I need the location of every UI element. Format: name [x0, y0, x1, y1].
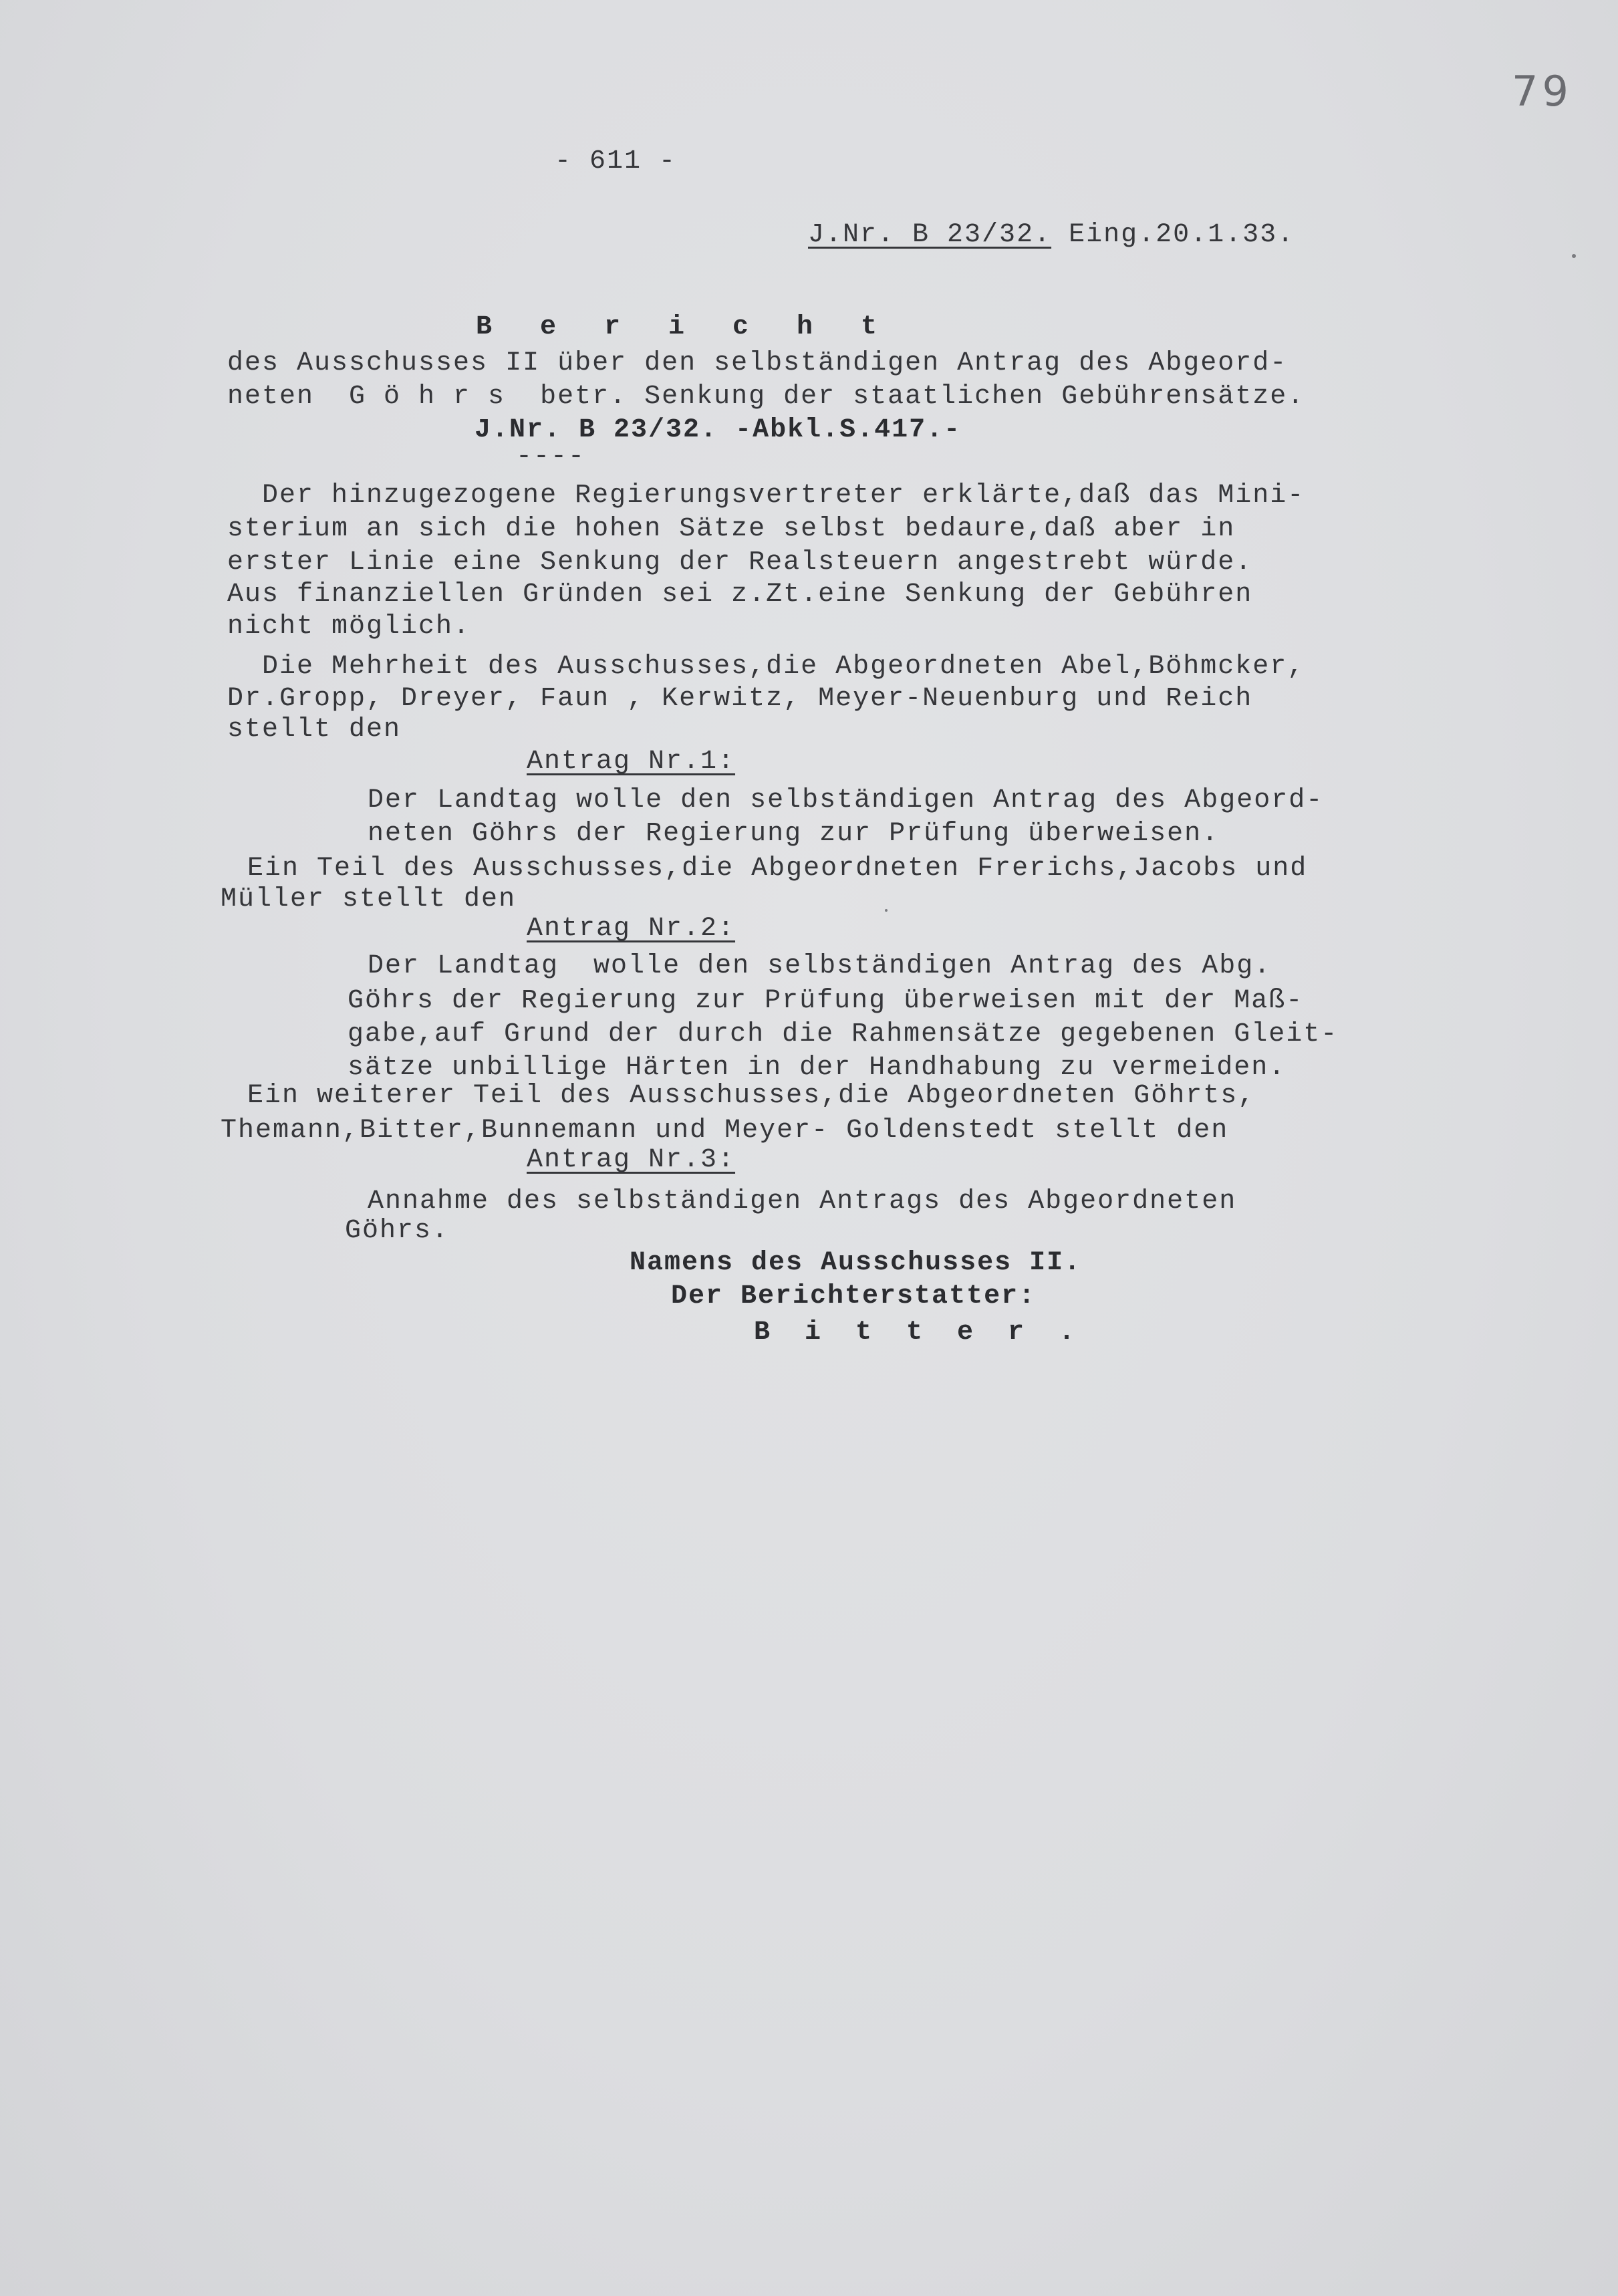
motion-2-line-3: gabe,auf Grund der durch die Rahmensätze gegebenen Gleit- [348, 1019, 1339, 1049]
page-number: - 611 - [555, 146, 677, 176]
motion-2-line-4: sätze unbillige Härten in der Handhabung zu vermeiden. [348, 1053, 1287, 1083]
separator: ---- [516, 442, 586, 472]
paragraph-4-line-1: Ein weiterer Teil des Ausschusses,die Abgeordneten Göhrts, [247, 1081, 1256, 1111]
signature-line-2: Der Berichterstatter: [671, 1281, 1037, 1311]
paragraph-3-line-1: Ein Teil des Ausschusses,die Abgeordneten Frerichs,Jacobs und [247, 854, 1308, 884]
signature-name: B i t t e r . [754, 1317, 1085, 1348]
motion-2-heading: Antrag Nr.2: [527, 914, 736, 944]
folio-number: 79 [1512, 67, 1573, 116]
subject-line-3: J.Nr. B 23/32. -Abkl.S.417.- [475, 415, 962, 445]
reference-line [738, 187, 1295, 283]
motion-3-heading: Antrag Nr.3: [527, 1145, 736, 1175]
paper-speck [1572, 254, 1576, 258]
paragraph-1-line-5: nicht möglich. [227, 612, 471, 642]
signature-line-1: Namens des Ausschusses II. [630, 1248, 1082, 1278]
motion-2-line-2: Göhrs der Regierung zur Prüfung überweisen mit der Maß- [348, 986, 1304, 1016]
paragraph-1-line-4: Aus finanziellen Gründen sei z.Zt.eine Senkung der Gebühren [227, 580, 1253, 610]
motion-1-heading: Antrag Nr.1: [527, 747, 736, 777]
motion-2-line-1: Der Landtag wolle den selbständigen Antrag des Abg. [368, 951, 1272, 981]
paragraph-2-line-1: Die Mehrheit des Ausschusses,die Abgeordneten Abel,Böhmcker, [262, 652, 1305, 682]
report-title: B e r i c h t [476, 312, 894, 342]
paragraph-1-line-3: erster Linie eine Senkung der Realsteuern angestrebt würde. [227, 547, 1253, 578]
paragraph-3-line-2: Müller stellt den [221, 884, 517, 914]
motion-1-line-1: Der Landtag wolle den selbständigen Antrag des Abgeord- [368, 785, 1324, 815]
received-date: Eing.20.1.33. [1069, 220, 1295, 250]
subject-line-2: neten G ö h r s betr. Senkung der staatlichen Gebührensätze. [227, 382, 1305, 412]
subject-line-1: des Ausschusses II über den selbständigen Antrag des Abgeord- [227, 348, 1288, 378]
paper-speck [885, 909, 888, 912]
paragraph-2-line-3: stellt den [227, 715, 402, 745]
motion-1-line-2: neten Göhrs der Regierung zur Prüfung überweisen. [368, 819, 1220, 849]
motion-3-line-1: Annahme des selbständigen Antrags des Abgeordneten [368, 1186, 1237, 1217]
paragraph-1-line-1: Der hinzugezogene Regierungsvertreter erklärte,daß das Mini- [262, 481, 1305, 511]
motion-3-line-2: Göhrs. [345, 1216, 450, 1246]
paragraph-1-line-2: sterium an sich die hohen Sätze selbst bedaure,daß aber in [227, 514, 1236, 544]
paragraph-2-line-2: Dr.Gropp, Dreyer, Faun , Kerwitz, Meyer-Neuenburg und Reich [227, 684, 1253, 714]
journal-number: J.Nr. B 23/32. [808, 220, 1052, 250]
paragraph-4-line-2: Themann,Bitter,Bunnemann und Meyer- Goldenstedt stellt den [221, 1116, 1229, 1146]
